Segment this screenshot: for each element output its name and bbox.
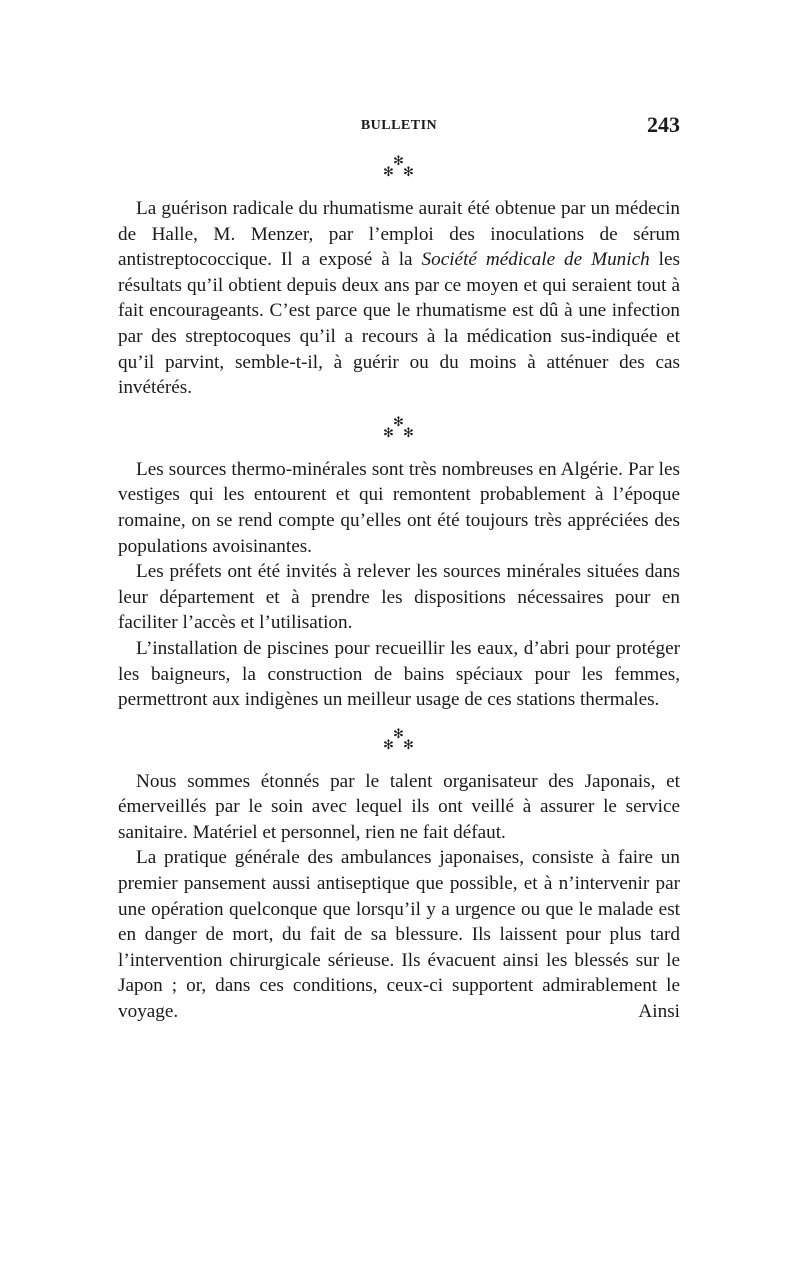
paragraph-japanese: Nous sommes étonnés par le talent organisateur des Japonais, et émerveillés par le soin avec lequel ils ont veillé à assurer le service sanitaire. Matériel et personnel, rien ne fait défaut.	[118, 770, 680, 843]
section-divider-3	[379, 725, 419, 755]
paragraph-thermal-sources: Les sources thermo-minérales sont très nombreuses en Algérie. Par les vestiges qui les entourent et qui remontent probablement à l’époque romaine, on se rend compte qu’elles ont été toujours très appréciées des populations avoisinantes.	[118, 458, 680, 557]
asterisk-icon: ✻	[383, 424, 394, 440]
running-title: BULLETIN	[360, 118, 438, 133]
asterisk-icon: ✻	[393, 725, 404, 741]
paragraph-text: les résultats qu’il obtient depuis deux ans par ce moyen et qui seraient tout à fait encourageants. C’est parce que le rhumatisme est dû à une infection par des streptocoques qu’il a recours à la médication sus-indiquée et qu’il parvint, semble-t-il, à guérir ou du moins à atténuer des cas invétérés.	[118, 249, 680, 399]
paragraph-ambulances: La pratique générale des ambulances japonaises, consiste à faire un premier pansement aussi antiseptique que possible, et à n’intervenir par une opération quelconque que lorsqu’il y a urgence ou que le malade est en danger de mort, du fait de sa blessure. Ils laissent pour plus tard l’intervention chirurgicale sérieuse. Ils évacuent ainsi les blessés sur le Japon ; or, dans ces conditions, ceux-ci supportent admirablement le voyage. Ainsi	[118, 847, 680, 1023]
paragraph-italic: Société médicale de Munich	[421, 249, 650, 271]
document-page	[118, 112, 680, 1025]
page-number: 243	[647, 112, 680, 137]
asterisk-icon: ✻	[393, 153, 404, 168]
paragraph-installation: L’installation de piscines pour recueillir les eaux, d’abri pour protéger les baigneurs, la construction de bains spéciaux pour les femmes, permettront aux indigènes un meilleur usage de ces stations thermales.	[118, 637, 680, 711]
asterisk-icon: ✻	[403, 424, 414, 440]
section-divider-1	[379, 152, 419, 182]
asterisk-icon: ✻	[383, 736, 394, 752]
paragraph-text: La guérison radicale du rhumatisme aurait été obtenue par un médecin de Halle, M. Menzer, par l’emploi des inoculations de sérum antistreptococcique. Il a exposé à la	[118, 198, 680, 271]
asterisk-icon: ✻	[403, 736, 414, 752]
paragraph-prefects: Les préfets ont été invités à relever les sources minérales situées dans leur département et à prendre les dispositions nécessaires pour en faciliter l’accès et l’utilisation.	[118, 561, 680, 634]
section-divider-2	[379, 413, 419, 443]
running-head	[118, 112, 680, 140]
asterisk-icon: ✻	[403, 164, 414, 179]
asterisk-icon: ✻	[393, 413, 404, 429]
paragraph-rheumatism	[118, 196, 680, 401]
asterisk-icon: ✻	[383, 164, 394, 179]
